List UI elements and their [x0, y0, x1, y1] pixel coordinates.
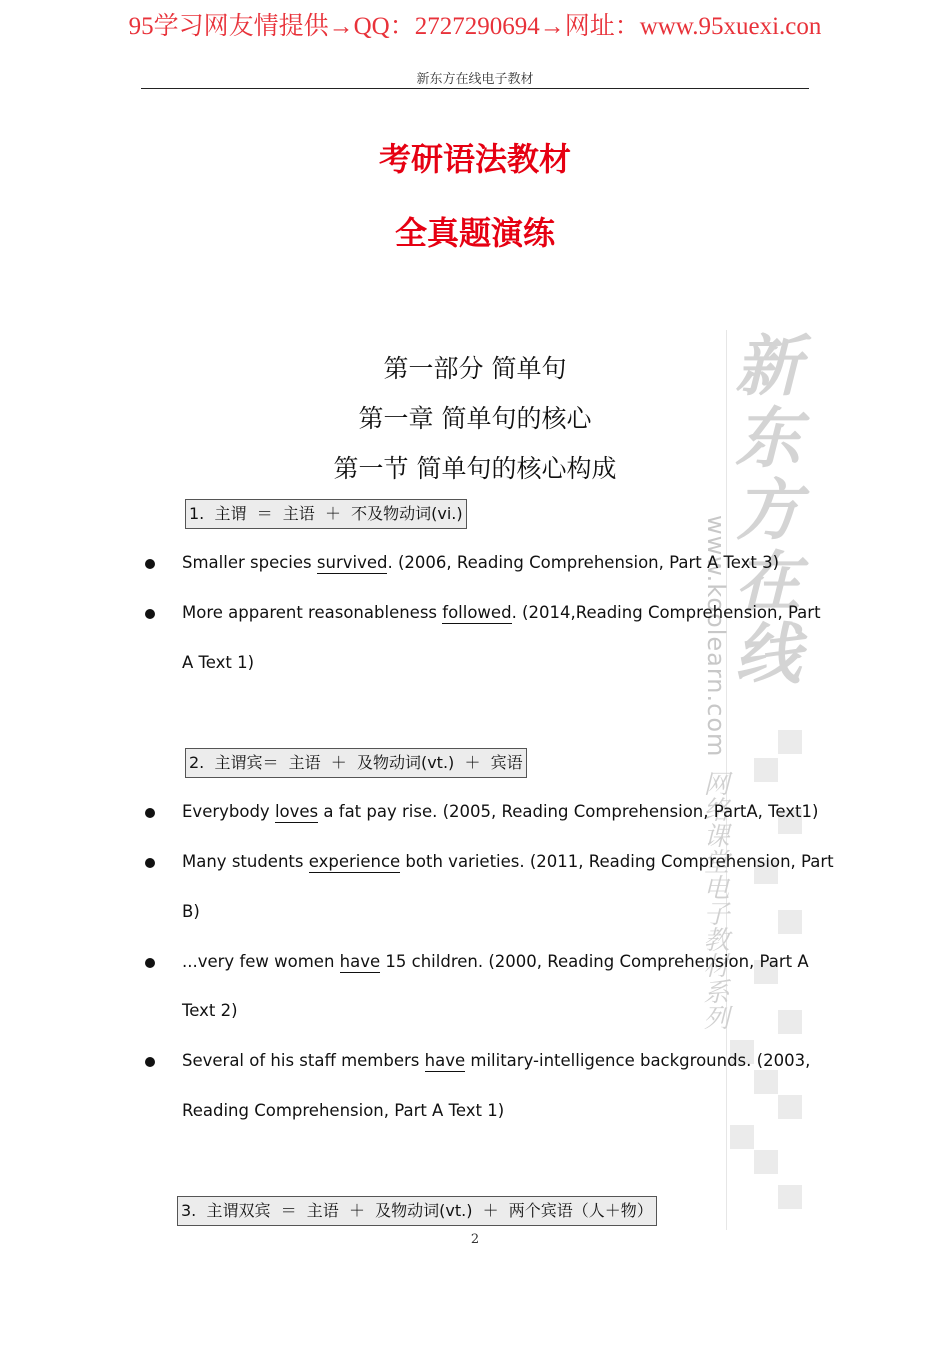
- verb-highlight: experience: [308, 852, 401, 871]
- part-heading: 第一部分 简单句: [383, 354, 567, 383]
- promo-banner: 95学习网友情提供→QQ：2727290694→网址：www.95xuexi.con: [128, 13, 822, 40]
- bullet: [145, 808, 155, 818]
- section-heading: 第一节 简单句的核心构成: [333, 454, 617, 483]
- example-line-cont: Reading Comprehension, Part A Text 1): [182, 1101, 505, 1120]
- pattern-box-svoo: 3. 主谓双宾 ＝ 主语 ＋ 及物动词(vt.) ＋ 两个宾语（人＋物）: [177, 1196, 657, 1226]
- pattern-box-svi: 1. 主谓 ＝ 主语 ＋ 不及物动词(vi.): [185, 499, 467, 529]
- example-line: Everybody loves a fat pay rise. (2005, Reading Comprehension, PartA, Text1): [182, 802, 819, 821]
- example-line-cont: Text 2): [182, 1001, 238, 1020]
- verb-highlight: followed: [442, 603, 512, 622]
- watermark-brand: 新东方在线: [735, 327, 801, 693]
- verb-highlight: have: [339, 952, 381, 971]
- verb-highlight: loves: [274, 802, 319, 821]
- bullet: [145, 559, 155, 569]
- example-line: Many students experience both varieties. (2011, Reading Comprehension, Part: [182, 852, 834, 871]
- example-line: Several of his staff members have military-intelligence backgrounds. (2003,: [182, 1051, 811, 1070]
- verb-highlight: have: [424, 1051, 466, 1070]
- doc-title: 考研语法教材: [378, 140, 571, 178]
- chapter-heading: 第一章 简单句的核心: [358, 404, 592, 433]
- example-line: ...very few women have 15 children. (2000, Reading Comprehension, Part A: [182, 952, 809, 971]
- bullet: [145, 858, 155, 868]
- bullet: [145, 609, 155, 619]
- bullet: [145, 958, 155, 968]
- example-line: More apparent reasonableness followed. (2014,Reading Comprehension, Part: [182, 603, 821, 622]
- pattern-box-svo: 2. 主谓宾＝ 主语 ＋ 及物动词(vt.) ＋ 宾语: [185, 748, 527, 778]
- verb-highlight: survived: [316, 553, 388, 572]
- example-line: Smaller species survived. (2006, Reading Comprehension, Part A Text 3): [182, 553, 780, 572]
- watermark-series: 网络课堂电子教材系列: [699, 770, 729, 1030]
- page-number: 2: [470, 1232, 480, 1247]
- running-head: 新东方在线电子教材: [416, 72, 534, 87]
- bullet: [145, 1057, 155, 1067]
- doc-subtitle: 全真题演练: [394, 214, 555, 252]
- example-line-cont: B): [182, 902, 200, 921]
- header-rule: [141, 88, 809, 89]
- example-line-cont: A Text 1): [182, 653, 255, 672]
- watermark-url: www.koolearn.com: [702, 515, 730, 758]
